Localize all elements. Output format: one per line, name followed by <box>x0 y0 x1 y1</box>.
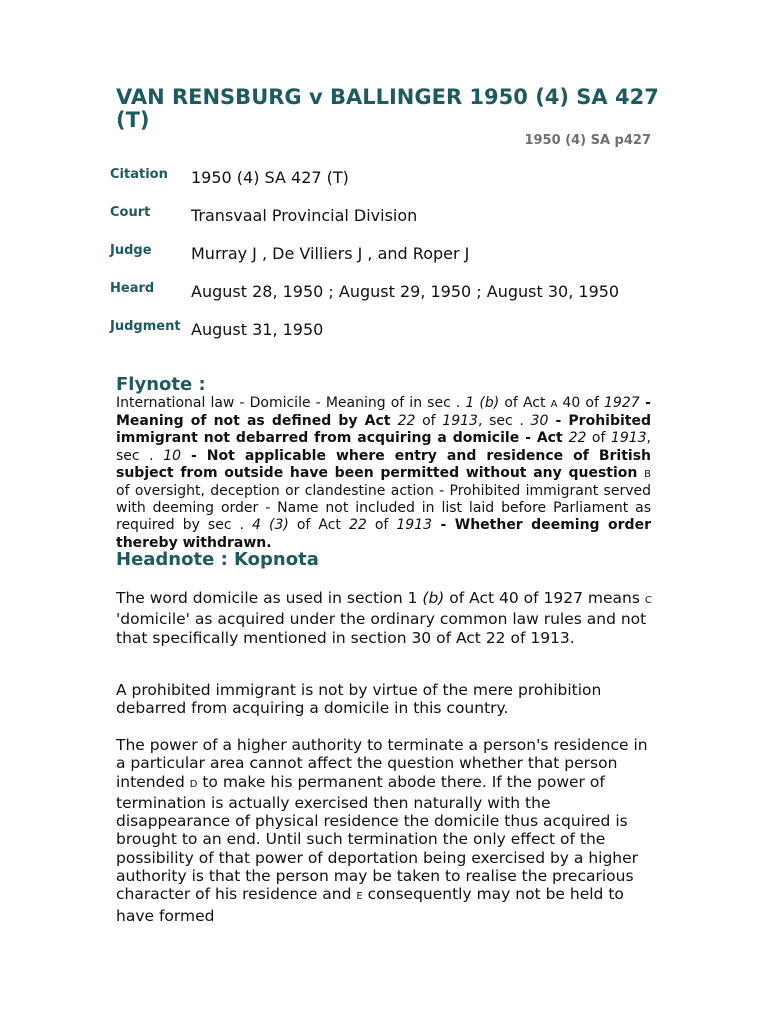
meta-label: Citation <box>110 167 168 182</box>
meta-value: August 28, 1950 ; August 29, 1950 ; August 30, 1950 <box>191 282 620 301</box>
meta-value: Murray J , De Villiers J , and Roper J <box>191 244 470 263</box>
meta-value: Transvaal Provincial Division <box>191 206 418 225</box>
flynote-text: International law - Domicile - Meaning of in sec . 1 (b) of Act A 40 of 1927 - Meaning of not as defined by Act 22 of 1913, sec . 30 - Prohibited immigrant not debarred from acquiring a domicile - Act 22 of 1913, sec . 10 - Not applicable where entry and residence of British subject from outside have been permitted without any question B of oversight, deception or clandestine action - Prohibited immigrant served with deeming order - Name not included in list laid before Parliament as required by sec . 4 (3) of Act 22 of 1913 - Whether deeming order thereby withdrawn. <box>116 395 651 551</box>
meta-label: Heard <box>110 281 155 296</box>
margin-letter: A <box>550 399 558 410</box>
case-title: VAN RENSBURG v BALLINGER 1950 (4) SA 427 (T) <box>116 85 659 132</box>
margin-letter: D <box>189 778 198 790</box>
margin-letter: C <box>644 595 652 606</box>
margin-letter: B <box>644 468 651 480</box>
headnote-paragraph: A prohibited immigrant is not by virtue of the mere prohibition debarred from acquiring a domicile in this country. <box>116 681 602 718</box>
page-reference: 1950 (4) SA p427 <box>524 133 651 148</box>
meta-row-judgment <box>110 319 670 343</box>
margin-letter: E <box>356 891 363 903</box>
meta-label: Judge <box>110 243 152 258</box>
meta-row-judge <box>110 243 670 267</box>
meta-label: Judgment <box>110 319 181 334</box>
headnote-paragraph: The power of a higher authority to terminate a person's residence in a particular area cannot affect the question whether that person intended D to make his permanent abode there. If the power of termination is actually exercised then naturally with the disappearance of physical residence the domicile thus acquired is brought to an end. Until such termination the only effect of the possibility of that power of deportation being exercised by a higher authority is that the person may be taken to realise the precarious character of his residence and E consequently may not be held to have formed <box>116 736 648 925</box>
headnote-paragraph: The word domicile as used in section 1 (b) of Act 40 of 1927 means C 'domicile' as acquired under the ordinary common law rules and not that specifically mentioned in section 30 of Act 22 of 1913. <box>116 589 652 647</box>
headnote-heading: Headnote : Kopnota <box>116 549 319 570</box>
meta-row-court <box>110 205 670 229</box>
meta-row-citation <box>110 167 670 191</box>
flynote-heading: Flynote : <box>116 374 206 395</box>
meta-value: 1950 (4) SA 427 (T) <box>191 168 349 187</box>
meta-row-heard <box>110 281 670 305</box>
meta-value: August 31, 1950 <box>191 320 324 339</box>
meta-label: Court <box>110 205 151 220</box>
